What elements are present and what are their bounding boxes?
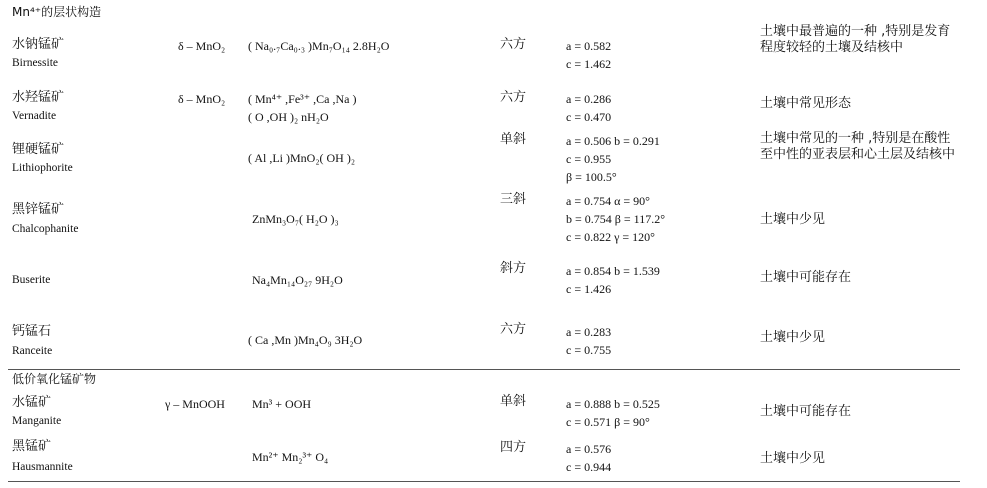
mineral-chinese-name: 钙锰石 — [12, 324, 52, 339]
cell-parameter: c = 0.470 — [566, 110, 612, 124]
cell-parameter: a = 0.888 b = 0.525 — [566, 397, 660, 411]
crystal-system: 单斜 — [500, 394, 527, 409]
chemical-formula: ( Na₀.₇Ca₀.₃ )Mn₇O₁₄ 2.8H₂O — [248, 39, 390, 53]
mineral-type: γ – MnOOH — [165, 397, 225, 411]
mineral-english-name: Ranceite — [12, 345, 53, 357]
chemical-formula: ( Al ,Li )MnO₂( OH )₂ — [248, 151, 356, 165]
cell-parameter: c = 0.944 — [566, 460, 612, 474]
cell-parameter: c = 0.822 γ = 120° — [566, 230, 655, 244]
chemical-formula: ZnMn₃O₇( H₂O )₃ — [252, 212, 339, 226]
cell-parameter: β = 100.5° — [566, 170, 617, 184]
mineral-english-name: Lithiophorite — [12, 162, 73, 174]
chemical-formula: Mn³ + OOH — [252, 397, 312, 411]
cell-parameter: c = 0.571 β = 90° — [566, 415, 650, 429]
mineral-chinese-name: 水羟锰矿 — [12, 90, 65, 105]
crystal-system: 单斜 — [500, 132, 527, 147]
cell-parameter: b = 0.754 β = 117.2° — [566, 212, 665, 226]
mineral-type: δ – MnO₂ — [178, 39, 226, 53]
cell-parameter: a = 0.854 b = 1.539 — [566, 264, 660, 278]
mineral-chinese-name: 水锰矿 — [12, 395, 52, 410]
crystal-system: 六方 — [500, 37, 527, 52]
chemical-formula-line2: ( O ,OH )₂ nH₂O — [248, 110, 329, 124]
mineral-chinese-name: 水钠锰矿 — [12, 37, 65, 52]
cell-parameter: a = 0.506 b = 0.291 — [566, 134, 660, 148]
section-header: Mn⁴⁺的层状构造 — [12, 5, 102, 19]
crystal-system: 斜方 — [500, 261, 527, 276]
crystal-system: 三斜 — [500, 192, 527, 207]
crystal-system: 六方 — [500, 322, 527, 337]
occurrence-note: 土壤中少见 — [760, 212, 826, 227]
cell-parameter: c = 0.755 — [566, 343, 612, 357]
mineral-type: δ – MnO₂ — [178, 92, 226, 106]
chemical-formula: ( Ca ,Mn )Mn₄O₉ 3H₂O — [248, 333, 363, 347]
crystal-system: 六方 — [500, 90, 527, 105]
occurrence-note: 土壤中少见 — [760, 330, 826, 345]
occurrence-note: 土壤中可能存在 — [760, 270, 852, 285]
crystal-system: 四方 — [500, 440, 527, 455]
mineral-english-name: Manganite — [12, 415, 62, 427]
chemical-formula: Mn²⁺ Mn₂³⁺ O₄ — [252, 450, 329, 464]
cell-parameter: c = 0.955 — [566, 152, 612, 166]
section-divider — [8, 369, 960, 370]
occurrence-note: 土壤中最普遍的一种 ,特别是发育程度较轻的土壤及结核中 — [760, 24, 951, 55]
chemical-formula: Na₄Mn₁₄O₂₇ 9H₂O — [252, 273, 343, 287]
mineral-english-name: Chalcophanite — [12, 223, 79, 235]
mineral-chinese-name: 锂硬锰矿 — [12, 142, 65, 157]
cell-parameter: a = 0.754 α = 90° — [566, 194, 650, 208]
cell-parameter: a = 0.576 — [566, 442, 612, 456]
occurrence-note: 土壤中常见的一种 ,特别是在酸性至中性的亚表层和心土层及结核中 — [760, 131, 956, 162]
chemical-formula: ( Mn⁴⁺ ,Fe³⁺ ,Ca ,Na ) — [248, 92, 357, 106]
occurrence-note: 土壤中少见 — [760, 451, 826, 466]
mineral-english-name: Buserite — [12, 274, 51, 286]
cell-parameter: a = 0.283 — [566, 325, 612, 339]
cell-parameter: c = 1.462 — [566, 57, 612, 71]
mineral-english-name: Hausmannite — [12, 461, 73, 473]
occurrence-note: 土壤中常见形态 — [760, 96, 852, 111]
occurrence-note: 土壤中可能存在 — [760, 404, 852, 419]
mineral-chinese-name: 黑锌锰矿 — [12, 202, 65, 217]
mineral-chinese-name: 黑锰矿 — [12, 439, 52, 454]
cell-parameter: a = 0.582 — [566, 39, 612, 53]
section-header: 低价氧化锰矿物 — [12, 372, 97, 386]
table-bottom-rule — [8, 481, 960, 482]
mineral-english-name: Vernadite — [12, 110, 57, 122]
cell-parameter: a = 0.286 — [566, 92, 612, 106]
mineral-english-name: Birnessite — [12, 57, 58, 69]
cell-parameter: c = 1.426 — [566, 282, 612, 296]
